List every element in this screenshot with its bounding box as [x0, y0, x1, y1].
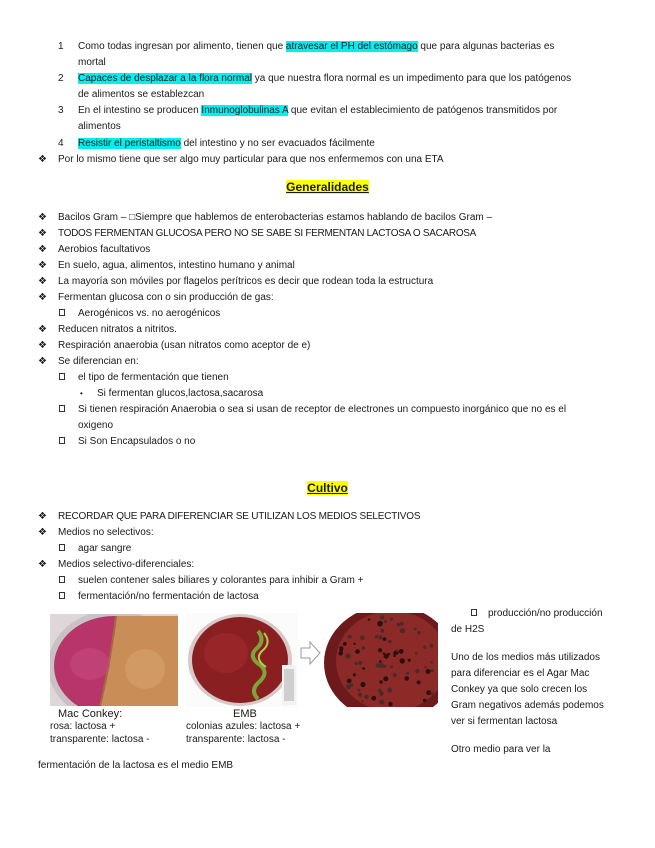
colony-dot — [397, 623, 401, 627]
list-item: Aerobios facultativos — [58, 244, 151, 255]
list-item: RECORDAR QUE PARA DIFERENCIAR SE UTILIZAN LOS MEDIOS SELECTIVOS — [58, 511, 421, 522]
sub-item: Si Son Encapsulados o no — [78, 436, 196, 447]
paragraph-line: fermentación de la lactosa es el medio EMB — [38, 760, 234, 771]
diamond-bullet-icon: ❖ — [38, 511, 47, 522]
colony-dot — [400, 622, 404, 626]
colony-dot — [358, 693, 362, 697]
diamond-bullet-icon: ❖ — [38, 260, 47, 271]
colony-dot — [348, 635, 352, 639]
colony-dot — [345, 653, 350, 658]
colony-dot — [400, 628, 405, 633]
colony-dot — [358, 689, 361, 692]
colony-dot — [379, 691, 383, 695]
colony-dot — [393, 673, 397, 677]
list-number: 2 — [58, 73, 64, 84]
list-item — [78, 40, 554, 53]
colony-dot — [388, 640, 392, 644]
sub-item: agar sangre — [78, 543, 132, 554]
colonies-icon — [322, 613, 438, 707]
emb-caption-line: transparente: lactosa - — [186, 734, 286, 745]
colony-dot — [387, 688, 392, 693]
colony-dot — [384, 620, 387, 623]
macconkey-caption-line: rosa: lactosa + — [50, 721, 116, 732]
colony-dot — [404, 676, 409, 681]
colony-dot — [384, 654, 389, 659]
emb-plate-image — [186, 613, 298, 707]
colony-dot — [417, 631, 421, 635]
square-bullet-icon — [59, 576, 65, 583]
colony-dot — [426, 690, 431, 695]
diamond-bullet-icon: ❖ — [38, 559, 47, 570]
paragraph-line: Conkey ya que solo crecen los — [451, 684, 588, 695]
sub-item: Aerogénicos vs. no aerogénicos — [78, 308, 221, 319]
list-item: TODOS FERMENTAN GLUCOSA PERO NO SE SABE SI FERMENTAN LACTOSA O SACAROSA — [58, 228, 477, 239]
colony-dot — [415, 652, 418, 655]
colony-dot — [379, 635, 383, 639]
colony-dot — [360, 682, 365, 687]
colony-dot — [426, 669, 431, 674]
diamond-bullet-icon: ❖ — [38, 276, 47, 287]
paragraph-line: para diferenciar es el Agar Mac — [451, 668, 590, 679]
colony-dot — [414, 628, 417, 631]
colony-dot — [347, 679, 351, 683]
colony-dot — [378, 648, 382, 652]
colony-dot — [353, 643, 355, 645]
text: que evitan el establecimiento de patógenos transmitidos por — [288, 105, 558, 116]
text: ya que nuestra flora normal es un impedimento para que los patógenos — [251, 73, 572, 84]
colony-dot — [362, 646, 365, 649]
colony-dot — [339, 651, 344, 656]
petri-dish-icon — [186, 613, 298, 707]
list-item-cont: alimentos — [78, 121, 121, 132]
colony-dot — [380, 629, 384, 633]
list-number: 1 — [58, 41, 64, 52]
intro-bullet-text: Por lo mismo tiene que ser algo muy particular para que nos enfermemos con una ETA — [58, 154, 444, 165]
colony-dot — [423, 699, 427, 703]
colony-dot — [371, 696, 376, 701]
diamond-bullet-icon: ❖ — [38, 324, 47, 335]
colony-dot — [368, 618, 371, 621]
section-heading — [0, 180, 655, 195]
colony-dot — [379, 660, 382, 663]
square-bullet-icon — [471, 609, 477, 616]
colony-dot — [415, 669, 419, 673]
colony-dot — [377, 621, 383, 627]
square-bullet-icon — [59, 309, 65, 316]
list-item — [78, 137, 375, 150]
sub-sub-item: Si fermentan glucos,lactosa,sacarosa — [97, 388, 264, 399]
colony-dot — [400, 658, 405, 663]
diamond-bullet-icon: ❖ — [38, 154, 47, 165]
colony-dot — [417, 680, 421, 684]
sub-item: fermentación/no fermentación de lactosa — [78, 591, 259, 602]
square-bullet-icon — [59, 373, 65, 380]
sub-item: suelen contener sales biliares y colorantes para inhibir a Gram + — [78, 575, 364, 586]
emb-caption-title: EMB — [233, 708, 257, 720]
colony-dot — [379, 700, 384, 705]
diamond-bullet-icon: ❖ — [38, 356, 47, 367]
diamond-bullet-icon: ❖ — [38, 212, 47, 223]
colony-dot — [355, 649, 360, 654]
list-item: Bacilos Gram – □Siempre que hablemos de enterobacterias estamos hablando de bacilos Gram – — [58, 212, 493, 223]
colony-dot — [406, 672, 409, 675]
highlight: Inmunoglobulinas A — [201, 105, 289, 116]
colony-dot — [379, 663, 384, 668]
text: Como todas ingresan por alimento, tienen que — [78, 41, 286, 52]
paragraph-line: Uno de los medios más utilizados — [451, 652, 600, 663]
macconkey-caption-line: transparente: lactosa - — [50, 734, 150, 745]
colony-dot — [388, 702, 392, 706]
colony-dot — [353, 673, 356, 676]
colony-dot — [358, 661, 362, 665]
list-item: La mayoría son móviles por flagelos perítricos es decir que rodean toda la estructura — [58, 276, 434, 287]
arrow-right-icon — [300, 640, 322, 666]
colony-dot — [408, 659, 411, 662]
diamond-bullet-icon: ❖ — [38, 527, 47, 538]
list-item-cont: de alimentos se establezcan — [78, 89, 205, 100]
list-item — [78, 104, 557, 117]
highlight: atravesar el PH del estómago — [285, 41, 418, 52]
colony-dot — [375, 635, 379, 639]
macconkey-plate-image — [50, 614, 178, 706]
diamond-bullet-icon: ❖ — [38, 244, 47, 255]
colony-dot — [393, 655, 396, 658]
list-item — [78, 72, 571, 85]
sub-item: producción/no producción — [488, 608, 603, 619]
section-heading — [0, 481, 655, 496]
colony-dot — [364, 695, 368, 699]
sub-item: el tipo de fermentación que tienen — [78, 372, 229, 383]
list-item: Reducen nitratos a nitritos. — [58, 324, 177, 335]
heading-text: Cultivo — [307, 481, 348, 495]
colony-dot — [390, 617, 393, 620]
colony-dot — [354, 662, 357, 665]
list-item: Se diferencian en: — [58, 356, 139, 367]
colony-dot — [383, 637, 387, 641]
diamond-bullet-icon: ❖ — [38, 228, 47, 239]
colony-dot — [383, 676, 388, 681]
text: En el intestino se producen — [78, 105, 202, 116]
colony-dot — [431, 669, 434, 672]
colony-dot — [423, 646, 426, 649]
colony-dot — [396, 650, 399, 653]
paragraph-line: Otro medio para ver la — [451, 744, 551, 755]
dot-bullet-icon: • — [80, 389, 83, 398]
colony-dot — [431, 661, 434, 664]
list-item: Respiración anaerobia (usan nitratos como aceptor de e) — [58, 340, 311, 351]
colony-dot — [343, 642, 347, 646]
square-bullet-icon — [59, 437, 65, 444]
list-number: 4 — [58, 138, 64, 149]
list-item: Medios no selectivos: — [58, 527, 154, 538]
emb-caption-line: colonias azules: lactosa + — [186, 721, 301, 732]
petri-dish-icon — [50, 614, 178, 706]
highlight: Resistir el peristaltismo — [78, 138, 181, 149]
paragraph-line: Gram negativos además podemos — [451, 700, 604, 711]
square-bullet-icon — [59, 544, 65, 551]
diamond-bullet-icon: ❖ — [38, 292, 47, 303]
colony-dot — [362, 667, 365, 670]
sub-item-cont: de H2S — [451, 624, 485, 635]
list-item: En suelo, agua, alimentos, intestino humano y animal — [58, 260, 295, 271]
colony-dot — [430, 644, 434, 648]
highlight: Capaces de desplazar a la flora normal — [78, 73, 252, 84]
square-bullet-icon — [59, 592, 65, 599]
colony-dot — [346, 684, 351, 689]
colony-dot — [380, 615, 384, 619]
paragraph-line: ver si fermentan lactosa — [451, 716, 558, 727]
macconkey-caption-title: Mac Conkey: — [58, 708, 123, 720]
square-bullet-icon — [59, 405, 65, 412]
text: que para algunas bacterias es — [417, 41, 555, 52]
colony-dot — [362, 700, 364, 702]
sub-item-cont: oxigeno — [78, 420, 114, 431]
colony-dot — [360, 635, 365, 640]
colony-dot — [379, 680, 382, 683]
heading-text: Generalidades — [286, 180, 369, 194]
colony-dot — [431, 692, 434, 695]
sub-item: Si tienen respiración Anaerobia o sea si usan de receptor de electrones un compuesto inorgánico que no es el — [78, 404, 567, 415]
colony-dot — [339, 646, 343, 650]
list-item: Fermentan glucosa con o sin producción de gas: — [58, 292, 274, 303]
colony-dot — [424, 666, 427, 669]
diamond-bullet-icon: ❖ — [38, 340, 47, 351]
list-item-cont: mortal — [78, 57, 106, 68]
list-item: Medios selectivo-diferenciales: — [58, 559, 195, 570]
list-number: 3 — [58, 105, 64, 116]
colony-dot — [399, 649, 404, 654]
colony-dot — [390, 666, 393, 669]
emb-colonies-closeup-image — [322, 613, 438, 707]
text: del intestino y no ser evacuados fácilmente — [180, 138, 375, 149]
